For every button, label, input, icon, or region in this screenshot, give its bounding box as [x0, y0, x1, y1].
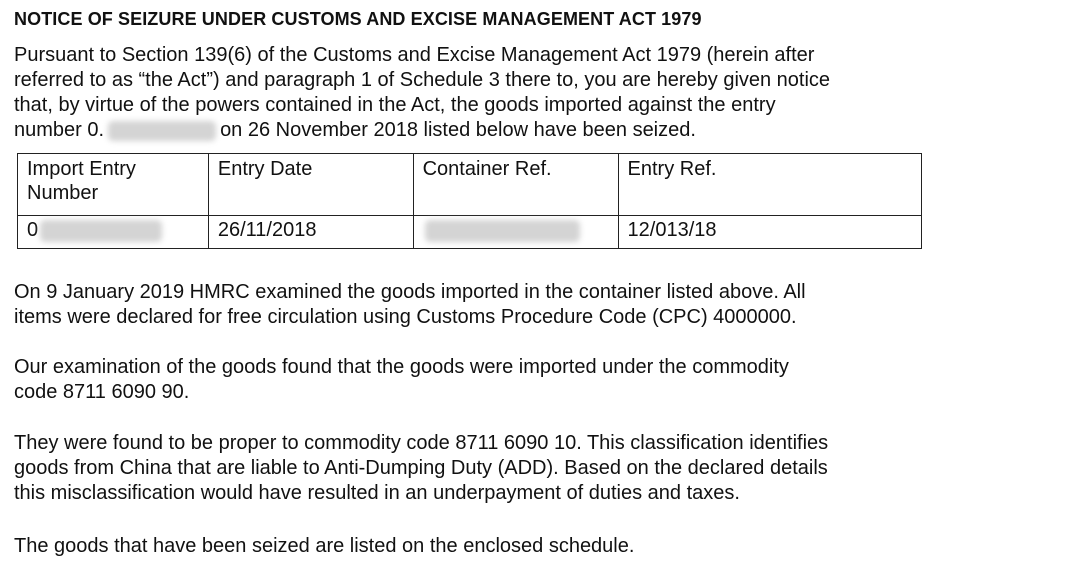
entry-date-cell: 26/11/2018: [208, 216, 413, 249]
examination-paragraph: [14, 280, 806, 330]
column-header: Container Ref.: [413, 154, 618, 216]
paragraph-line: code 8711 6090 90.: [14, 381, 190, 403]
classification-paragraph: [14, 431, 828, 506]
intro-line: referred to as “the Act”) and paragraph 1 of Schedule 3 there to, you are hereby given notice: [14, 69, 831, 91]
intro-paragraph: [14, 43, 830, 143]
container-ref-cell: [413, 216, 618, 249]
entry-number-suffix: on 26 November 2018 listed below have been seized.: [220, 119, 696, 141]
column-header: Entry Ref.: [618, 154, 921, 216]
column-header: Import Entry Number: [18, 154, 209, 216]
redaction-blur: [108, 121, 216, 141]
paragraph-line: They were found to be proper to commodity code 8711 6090 10. This classification identifies: [14, 432, 829, 454]
redaction-blur: [425, 220, 580, 242]
paragraph-line: goods from China that are liable to Anti-Dumping Duty (ADD). Based on the declared details: [14, 457, 828, 479]
paragraph-line: items were declared for free circulation using Customs Procedure Code (CPC) 4000000.: [14, 306, 797, 328]
paragraph-line: Our examination of the goods found that the goods were imported under the commodity: [14, 356, 789, 378]
paragraph-line: this misclassification would have resulted in an underpayment of duties and taxes.: [14, 482, 740, 504]
paragraph-line: On 9 January 2019 HMRC examined the goods imported in the container listed above. All: [14, 281, 806, 303]
document-title: NOTICE OF SEIZURE UNDER CUSTOMS AND EXCISE MANAGEMENT ACT 1979: [14, 9, 702, 29]
intro-line: Pursuant to Section 139(6) of the Customs and Excise Management Act 1979 (herein after: [14, 44, 815, 66]
schedule-paragraph: [14, 534, 634, 559]
entry-ref-cell: 12/013/18: [618, 216, 921, 249]
table-header-row: [18, 154, 922, 216]
redaction-blur: [40, 220, 162, 242]
intro-line-entry-number: [14, 118, 830, 143]
import-entry-table: [17, 153, 922, 249]
import-entry-number-cell: [18, 216, 209, 249]
intro-line: that, by virtue of the powers contained in the Act, the goods imported against the entry: [14, 94, 776, 116]
column-header: Entry Date: [208, 154, 413, 216]
commodity-paragraph: [14, 355, 789, 405]
entry-number-prefix: number 0.: [14, 119, 105, 141]
import-entry-number-value: 0: [27, 219, 39, 241]
paragraph-line: The goods that have been seized are listed on the enclosed schedule.: [14, 535, 635, 557]
table-row: [18, 216, 922, 249]
